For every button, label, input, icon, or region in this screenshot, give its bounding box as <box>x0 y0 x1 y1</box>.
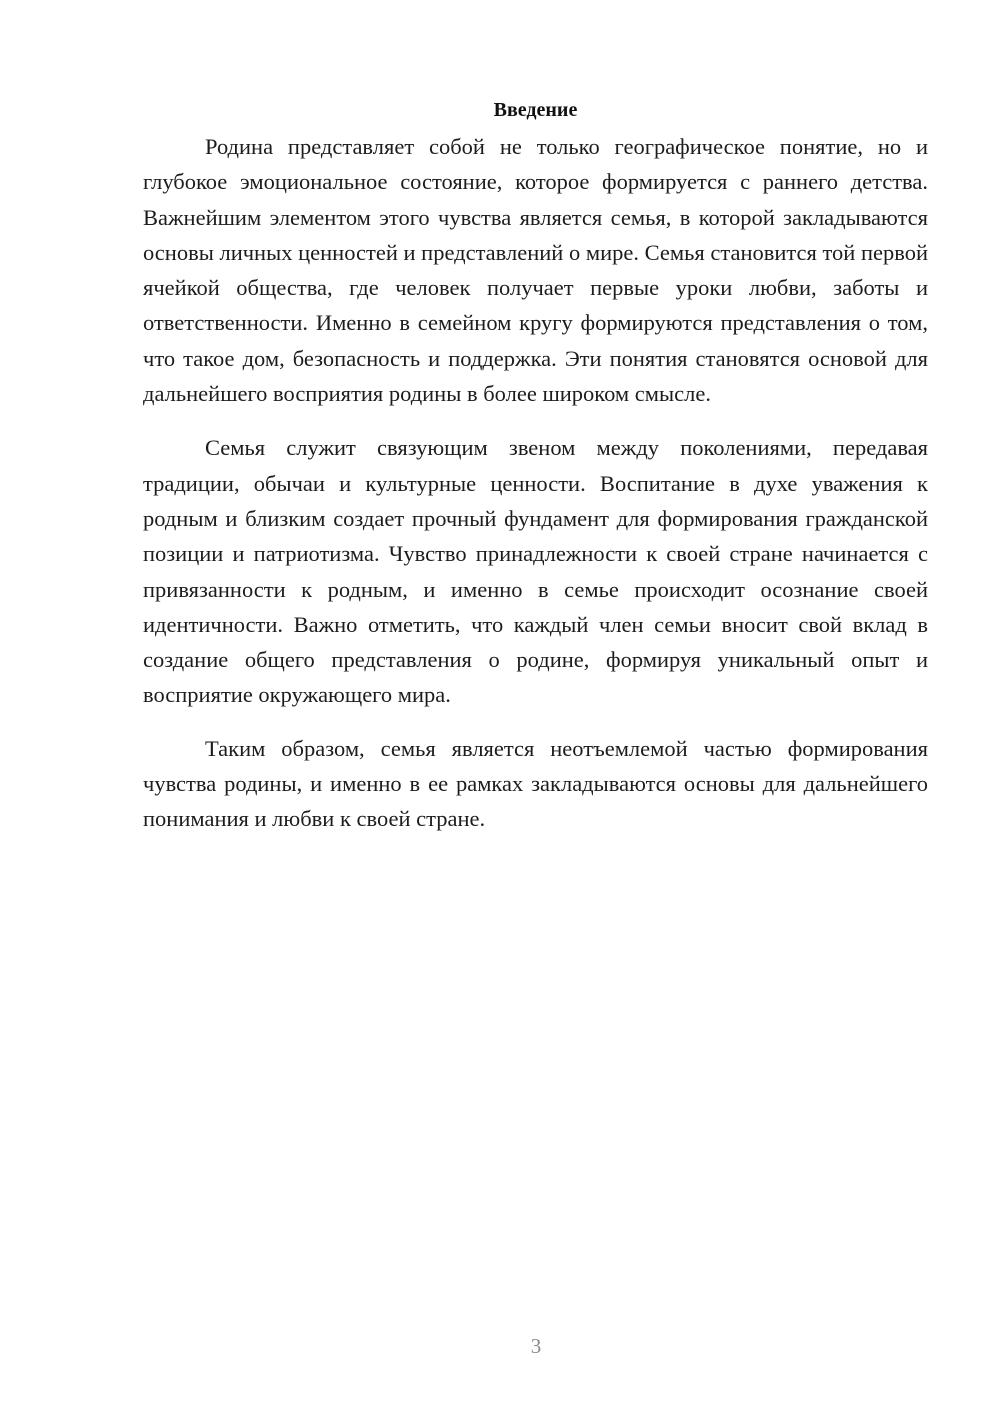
page-number: 3 <box>530 1334 542 1358</box>
paragraph: Родина представляет собой не только географическое понятие, но и глубокое эмоциональное состояние, которое формируется с раннего детства. Важнейшим элементом этого чувства является семья, в которой закладываются основы личных ценностей и представлений о мире. Семья становится той первой ячейкой общества, где человек получает первые уроки любви, заботы и ответственности. Именно в семейном кругу формируются представления о том, что такое дом, безопасность и поддержка. Эти понятия становятся основой для дальнейшего восприятия родины в более широком смысле. <box>143 134 928 407</box>
section-heading: Введение <box>493 99 578 121</box>
paragraph: Семья служит связующим звеном между поколениями, передавая традиции, обычаи и культурные ценности. Воспитание в духе уважения к родным и близким создает прочный фундамент для формирования гражданской позиции и патриотизма. Чувство принадлежности к своей стране начинается с привязанности к родным, и именно в семье происходит осознание своей идентичности. Важно отметить, что каждый член семьи вносит свой вклад в создание общего представления о родине, формируя уникальный опыт и восприятие окружающего мира. <box>143 435 928 708</box>
page-body <box>143 95 928 837</box>
paragraph: Таким образом, семья является неотъемлемой частью формирования чувства родины, и именно в ее рамках закладываются основы для дальнейшего понимания и любви к своей стране. <box>143 735 928 832</box>
